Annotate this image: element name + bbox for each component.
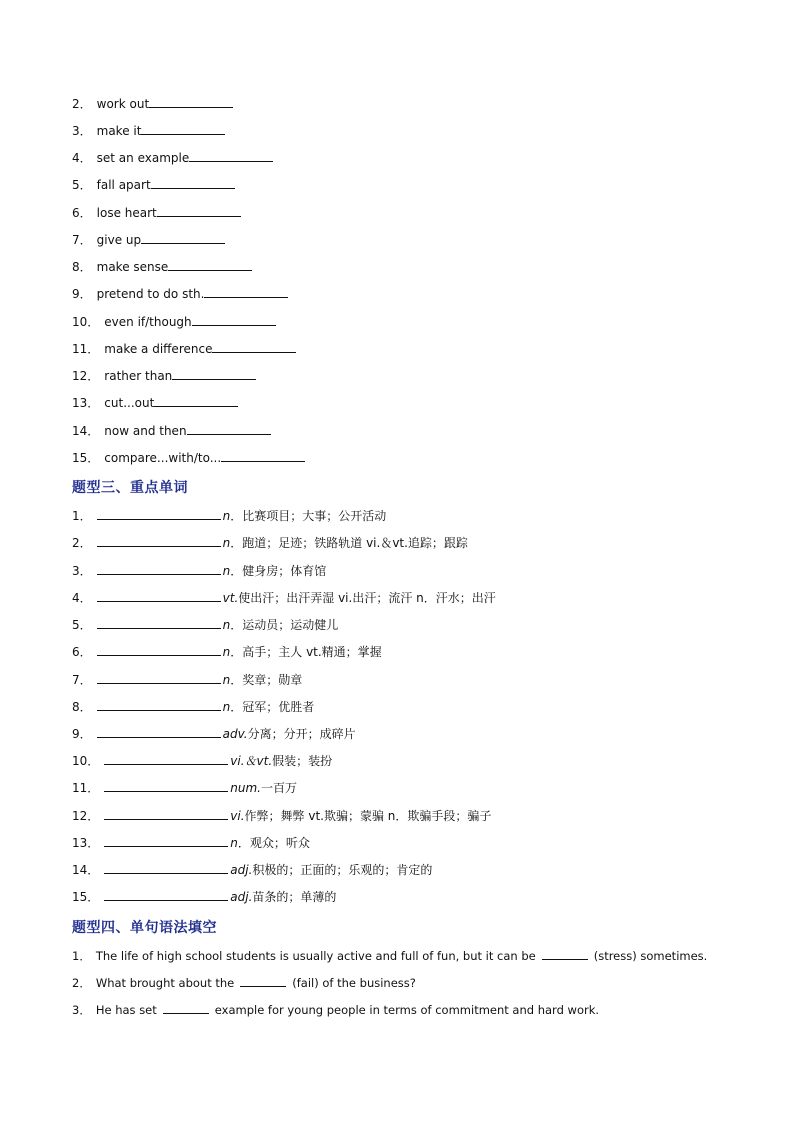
grammar-item: 1． The life of high school students is usually active and full of fun, but it can be (stress) sometimes. [72, 949, 708, 963]
answer-blank[interactable] [104, 862, 228, 874]
answer-blank[interactable] [542, 948, 588, 960]
answer-blank[interactable] [104, 753, 228, 765]
answer-blank[interactable] [212, 341, 296, 353]
answer-blank[interactable] [97, 563, 221, 575]
answer-blank[interactable] [204, 286, 288, 298]
answer-blank[interactable] [104, 889, 228, 901]
answer-blank[interactable] [149, 96, 233, 108]
word-item: 4． vt.使出汗；出汗弄湿 vi.出汗；流汗 n．汗水；出汗 [72, 591, 496, 605]
answer-blank[interactable] [163, 1002, 209, 1014]
word-item: 11． num.一百万 [72, 781, 298, 795]
phrase-item: 9． pretend to do sth. [72, 286, 288, 302]
answer-blank[interactable] [221, 450, 305, 462]
answer-blank[interactable] [97, 535, 221, 547]
word-item: 15． adj.苗条的；单薄的 [72, 890, 337, 904]
answer-blank[interactable] [157, 205, 241, 217]
answer-blank[interactable] [168, 259, 252, 271]
word-item: 12． vi.作弊；舞弊 vt.欺骗；蒙骗 n．欺骗手段；骗子 [72, 809, 492, 823]
phrase-item: 3． make it [72, 123, 225, 139]
phrase-item: 11． make a difference [72, 341, 296, 357]
word-item: 6． n．高手；主人 vt.精通；掌握 [72, 645, 382, 659]
word-item: 13． n．观众；听众 [72, 836, 310, 850]
answer-blank[interactable] [154, 395, 238, 407]
grammar-item: 2． What brought about the (fail) of the business? [72, 976, 416, 990]
answer-blank[interactable] [141, 232, 225, 244]
word-item: 3． n．健身房；体育馆 [72, 564, 327, 578]
answer-blank[interactable] [104, 835, 228, 847]
answer-blank[interactable] [141, 123, 225, 135]
answer-blank[interactable] [240, 975, 286, 987]
phrase-item: 5． fall apart [72, 177, 235, 193]
word-item: 14． adj.积极的；正面的；乐观的；肯定的 [72, 863, 433, 877]
answer-blank[interactable] [97, 699, 221, 711]
answer-blank[interactable] [97, 617, 221, 629]
word-item: 7． n．奖章；勋章 [72, 673, 303, 687]
word-item: 1． n．比赛项目；大事；公开活动 [72, 509, 387, 523]
phrase-item: 12． rather than [72, 368, 256, 384]
answer-blank[interactable] [97, 644, 221, 656]
word-item: 2． n．跑道；足迹；铁路轨道 vi.＆vt.追踪；跟踪 [72, 536, 468, 550]
phrase-item: 14． now and then [72, 423, 271, 439]
answer-blank[interactable] [97, 672, 221, 684]
answer-blank[interactable] [187, 423, 271, 435]
answer-blank[interactable] [189, 150, 273, 162]
word-item: 8． n．冠军；优胜者 [72, 700, 315, 714]
phrase-item: 7． give up [72, 232, 225, 248]
phrase-item: 13． cut...out [72, 395, 238, 411]
phrase-item: 2． work out [72, 96, 233, 112]
phrase-item: 10． even if/though [72, 314, 276, 330]
answer-blank[interactable] [104, 780, 228, 792]
section-heading: 题型四、单句语法填空 [72, 920, 217, 936]
answer-blank[interactable] [97, 508, 221, 520]
word-item: 9． adv.分离；分开；成碎片 [72, 727, 356, 741]
answer-blank[interactable] [172, 368, 256, 380]
phrase-item: 6． lose heart [72, 205, 241, 221]
answer-blank[interactable] [97, 726, 221, 738]
answer-blank[interactable] [192, 314, 276, 326]
grammar-item: 3． He has set example for young people in terms of commitment and hard work. [72, 1003, 600, 1017]
phrase-item: 15． compare...with/to... [72, 450, 305, 466]
answer-blank[interactable] [97, 590, 221, 602]
phrase-item: 4． set an example [72, 150, 273, 166]
section-heading: 题型三、重点单词 [72, 480, 188, 496]
answer-blank[interactable] [104, 808, 228, 820]
word-item: 10． vi.＆vt.假装；装扮 [72, 754, 333, 768]
answer-blank[interactable] [151, 177, 235, 189]
word-item: 5． n．运动员；运动健儿 [72, 618, 339, 632]
phrase-item: 8． make sense [72, 259, 252, 275]
